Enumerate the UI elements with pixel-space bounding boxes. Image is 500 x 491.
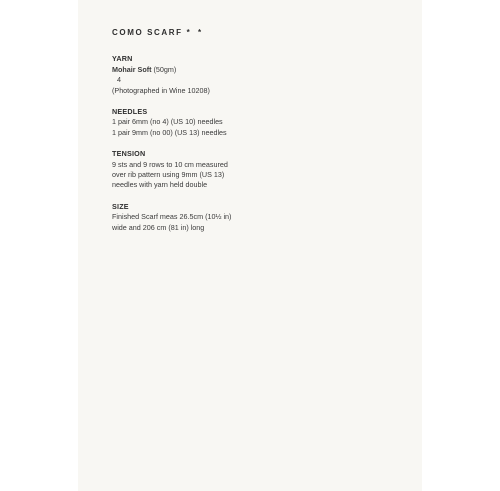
needles-line-2: 1 pair 9mm (no 00) (US 13) needles <box>112 127 227 137</box>
yarn-photo-note: (Photographed in Wine 10208) <box>112 85 210 95</box>
needles-heading: NEEDLES <box>112 107 148 117</box>
pattern-title-text: COMO SCARF <box>112 28 183 37</box>
pattern-title <box>112 28 402 38</box>
difficulty-stars: * * <box>186 28 205 37</box>
yarn-heading: YARN <box>112 54 133 64</box>
pattern-content <box>112 28 402 244</box>
size-heading: SIZE <box>112 201 129 211</box>
yarn-name: Mohair Soft <box>112 64 152 74</box>
tension-heading: TENSION <box>112 149 146 159</box>
needles-section <box>112 107 402 138</box>
tension-line-1: 9 sts and 9 rows to 10 cm measured <box>112 159 228 169</box>
size-section <box>112 202 402 233</box>
size-line-2: wide and 206 cm (81 in) long <box>112 222 205 232</box>
yarn-quantity: 4 <box>117 75 121 85</box>
tension-line-2: over rib pattern using 9mm (US 13) <box>112 170 225 180</box>
tension-line-3: needles with yarn held double <box>112 180 208 190</box>
tension-section <box>112 149 402 191</box>
pattern-page <box>78 0 422 491</box>
yarn-section <box>112 54 402 96</box>
yarn-weight: (50gm) <box>153 64 177 74</box>
needles-line-1: 1 pair 6mm (no 4) (US 10) needles <box>112 117 223 127</box>
yarn-name-line <box>112 65 402 75</box>
size-line-1: Finished Scarf meas 26.5cm (10½ in) <box>112 212 232 222</box>
